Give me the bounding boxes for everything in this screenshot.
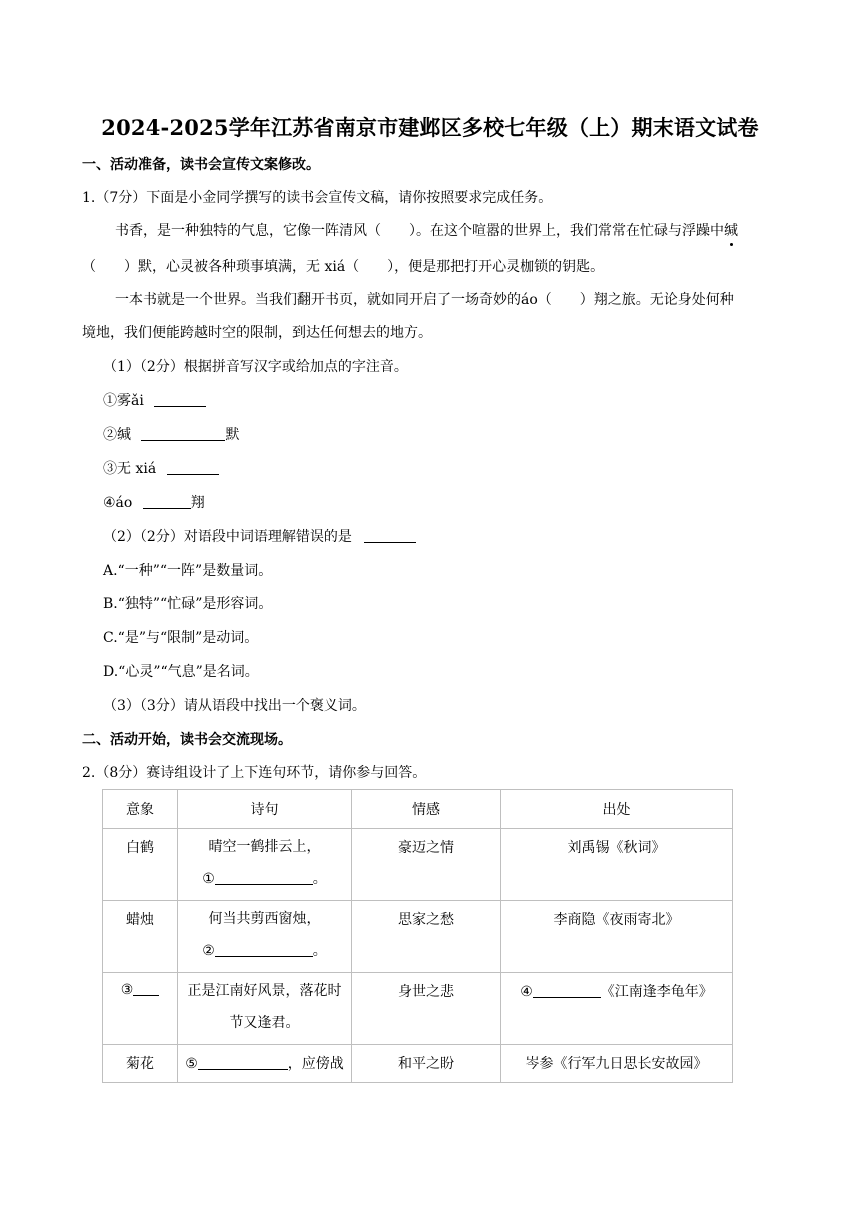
answer-blank[interactable] <box>141 426 225 441</box>
punctuation: 。 <box>312 943 327 959</box>
cell-emotion: 思家之愁 <box>352 901 501 973</box>
answer-blank[interactable] <box>215 870 313 885</box>
cell-source: 岑参《行军九日思长安故园》 <box>501 1045 733 1083</box>
answer-blank[interactable] <box>215 942 313 957</box>
answer-item-label: ②缄 <box>103 427 131 443</box>
sub-question-1: （1）（2分）根据拼音写汉字或给加点的字注音。 <box>103 359 408 375</box>
verse-line: 晴空一鹤排云上， <box>208 839 321 855</box>
table-row <box>103 1045 733 1083</box>
punctuation: 。 <box>312 871 327 887</box>
table-row <box>103 901 733 973</box>
answer-item-4 <box>103 493 205 513</box>
cell-image: 蜡烛 <box>103 901 178 973</box>
cell-source: 李商隐《夜雨寄北》 <box>501 901 733 973</box>
verse-blank-line <box>178 941 351 961</box>
verse-line: ，应傍战 <box>287 1056 344 1072</box>
question-2-stem: 2.（8分）赛诗组设计了上下连句环节，请你参与回答。 <box>82 765 427 781</box>
exam-title: 2024-2025学年江苏省南京市建邺区多校七年级（上）期末语文试卷 <box>101 115 759 140</box>
cell-verse <box>178 973 352 1045</box>
answer-item-label: ③无 xiá <box>103 461 157 477</box>
blank-number: ⑤ <box>185 1056 198 1072</box>
cell-image: 菊花 <box>103 1045 178 1083</box>
header-source: 出处 <box>501 790 733 829</box>
table-row <box>103 973 733 1045</box>
answer-item-label: ①雾ǎi <box>103 393 144 409</box>
cell-emotion: 身世之悲 <box>352 973 501 1045</box>
verse-line: 节又逢君。 <box>229 1015 300 1031</box>
cell-verse <box>178 901 352 973</box>
answer-item-1 <box>103 391 206 411</box>
cell-image <box>103 973 178 1045</box>
cell-emotion: 和平之盼 <box>352 1045 501 1083</box>
table-row <box>103 829 733 901</box>
cell-image: 白鹤 <box>103 829 178 901</box>
verse-line: 正是江南好风景，落花时 <box>187 983 342 999</box>
answer-blank[interactable] <box>533 983 601 998</box>
cell-verse <box>178 1045 352 1083</box>
answer-item-label: ④áo <box>103 495 133 511</box>
verse-blank-line <box>178 869 351 889</box>
option-d: D.“心灵”“气息”是名词。 <box>103 664 259 680</box>
blank-number: ① <box>202 871 215 887</box>
source-title: 《江南逢李龟年》 <box>600 984 713 1000</box>
answer-blank[interactable] <box>198 1055 288 1070</box>
answer-blank[interactable] <box>364 528 416 543</box>
header-image: 意象 <box>103 790 178 829</box>
passage-line-1 <box>115 221 738 241</box>
blank-number: ④ <box>520 984 533 1000</box>
header-emotion: 情感 <box>352 790 501 829</box>
answer-blank[interactable] <box>143 494 191 509</box>
cell-emotion: 豪迈之情 <box>352 829 501 901</box>
passage-line-3: 一本书就是一个世界。当我们翻开书页，就如同开启了一场奇妙的áo（ ）翔之旅。无论身处何种 <box>115 292 734 308</box>
option-a: A.“一种”“一阵”是数量词。 <box>103 563 273 579</box>
cell-source <box>501 973 733 1045</box>
answer-blank[interactable] <box>133 981 159 996</box>
blank-number: ③ <box>120 982 134 998</box>
passage-text: 书香，是一种独特的气息，它像一阵清风（ ）。在这个喧嚣的世界上，我们常常在忙碌与浮躁中 <box>115 223 724 239</box>
answer-blank[interactable] <box>167 460 219 475</box>
section-heading-2: 二、活动开始，读书会交流现场。 <box>82 732 292 748</box>
option-c: C.“是”与“限制”是动词。 <box>103 630 259 646</box>
header-verse: 诗句 <box>178 790 352 829</box>
passage-line-4: 境地，我们便能跨越时空的限制，到达任何想去的地方。 <box>82 325 432 341</box>
sub-question-2 <box>103 527 416 547</box>
poem-table <box>102 789 733 1083</box>
option-b: B.“独特”“忙碌”是形容词。 <box>103 596 273 612</box>
answer-blank[interactable] <box>154 392 206 407</box>
sub-question-3: （3）（3分）请从语段中找出一个褒义词。 <box>103 698 366 714</box>
cell-source: 刘禹锡《秋词》 <box>501 829 733 901</box>
answer-item-2 <box>103 425 239 445</box>
verse-line: 何当共剪西窗烛， <box>208 911 321 927</box>
cell-verse <box>178 829 352 901</box>
question-1-stem: 1.（7分）下面是小金同学撰写的读书会宣传文稿，请你按照要求完成任务。 <box>82 190 553 206</box>
passage-line-2: （ ）默，心灵被各种琐事填满，无 xiá（ ），便是那把打开心灵枷锁的钥匙。 <box>82 259 605 275</box>
answer-item-3 <box>103 459 219 479</box>
section-heading-1: 一、活动准备，读书会宣传文案修改。 <box>82 157 320 173</box>
dotted-character: 缄 <box>724 223 738 239</box>
answer-item-suffix: 翔 <box>190 495 205 511</box>
answer-item-suffix: 默 <box>225 427 240 443</box>
table-header-row <box>103 790 733 829</box>
blank-number: ② <box>202 943 215 959</box>
sub-question-2-text: （2）（2分）对语段中词语理解错误的是 <box>103 529 352 545</box>
